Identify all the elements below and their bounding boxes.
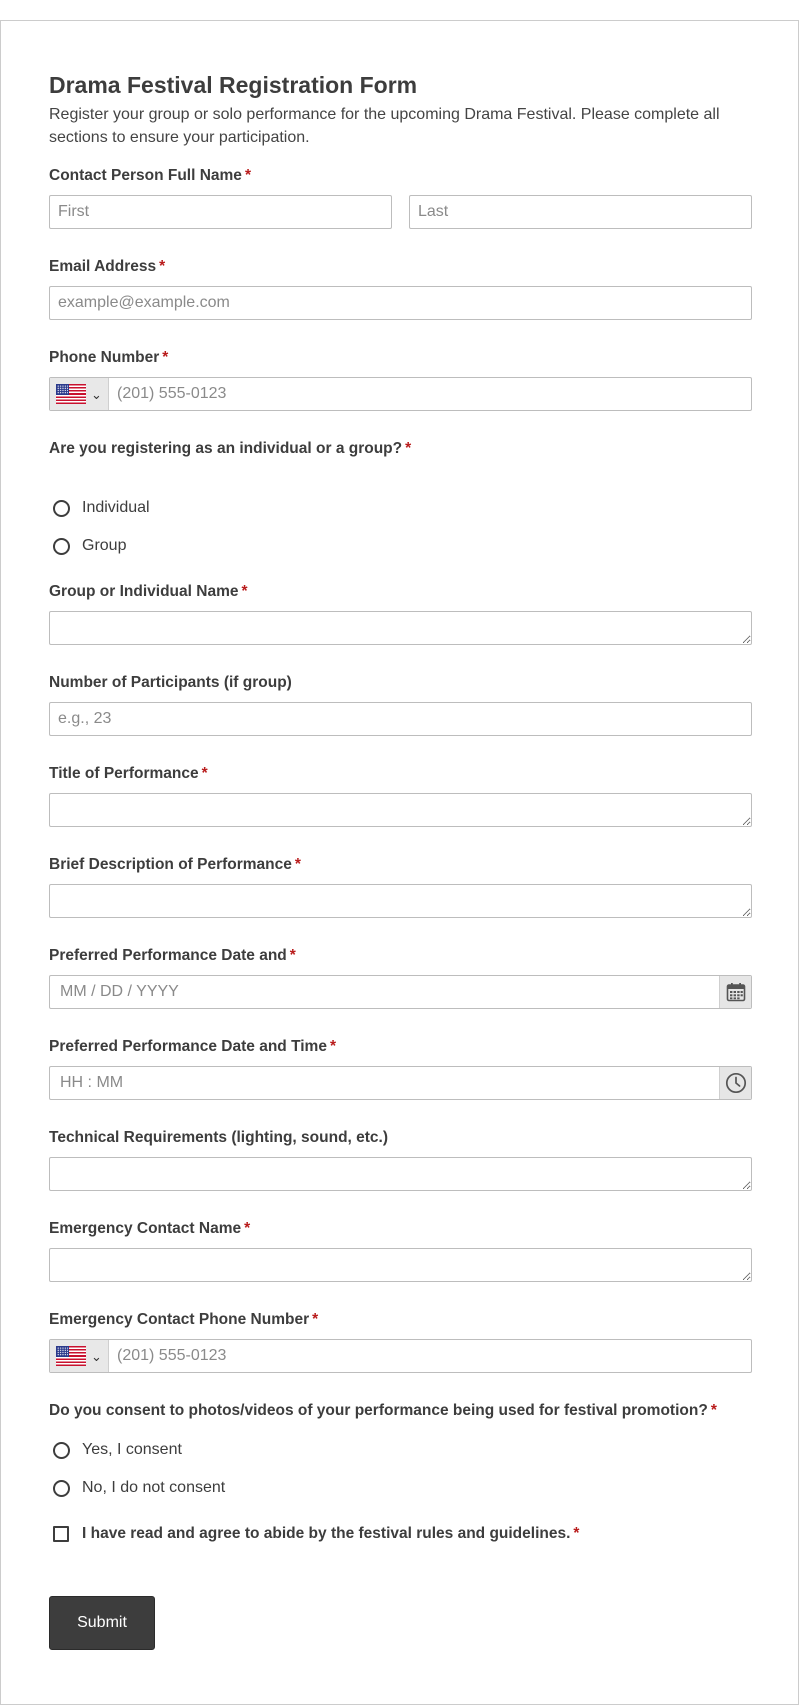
required-mark: *	[244, 1220, 251, 1237]
registration-type-field	[49, 438, 752, 554]
group-name-input[interactable]	[49, 611, 752, 645]
email-field	[49, 256, 752, 278]
required-mark: *	[244, 167, 251, 184]
radio-individual[interactable]	[49, 496, 150, 520]
agreement-label: I have read and agree to abide by the festival rules and guidelines.	[82, 1525, 571, 1542]
first-name-input[interactable]	[49, 195, 392, 229]
agreement-checkbox[interactable]	[53, 1526, 69, 1542]
form-title: Drama Festival Registration Form	[49, 72, 418, 98]
radio-individual-label: Individual	[82, 499, 150, 516]
required-mark: *	[201, 765, 208, 782]
required-mark: *	[241, 583, 248, 600]
radio-circle[interactable]	[53, 538, 70, 555]
participants-input[interactable]	[49, 702, 752, 736]
phone-field	[49, 347, 752, 402]
preferred-time-field	[49, 1036, 752, 1058]
calendar-icon	[726, 982, 746, 1002]
chevron-down-icon: ⌄	[91, 1348, 102, 1364]
radio-group-label: Group	[82, 537, 127, 554]
phone-label: Phone Number *	[49, 349, 169, 366]
registration-type-label: Are you registering as an individual or a group? *	[49, 440, 412, 457]
performance-description-input[interactable]	[49, 884, 752, 918]
us-flag-icon	[56, 1346, 86, 1366]
required-mark: *	[710, 1402, 717, 1419]
consent-label: Do you consent to photos/videos of your performance being used for festival promotion? *	[49, 1402, 717, 1419]
group-name-label: Group or Individual Name *	[49, 583, 248, 600]
emergency-phone-label: Emergency Contact Phone Number *	[49, 1311, 319, 1328]
clock-button[interactable]	[719, 1067, 751, 1099]
emergency-name-label: Emergency Contact Name *	[49, 1220, 251, 1237]
time-input[interactable]	[49, 1066, 752, 1100]
performance-title-field	[49, 763, 752, 785]
radio-consent-yes-label: Yes, I consent	[82, 1441, 182, 1458]
radio-circle[interactable]	[53, 1480, 70, 1497]
clock-icon	[725, 1072, 747, 1094]
required-mark: *	[573, 1525, 580, 1542]
submit-button[interactable]: Submit	[49, 1596, 155, 1650]
country-selector[interactable]	[50, 1340, 109, 1372]
radio-circle[interactable]	[53, 1442, 70, 1459]
emergency-phone-input[interactable]	[49, 1339, 752, 1373]
required-mark: *	[159, 258, 166, 275]
emergency-name-field	[49, 1218, 752, 1240]
required-mark: *	[289, 947, 296, 964]
performance-description-field	[49, 854, 752, 876]
email-input[interactable]	[49, 286, 752, 320]
form-description: Register your group or solo performance for the upcoming Drama Festival. Please complete all sections to ensure your participation.	[49, 106, 720, 146]
form-card	[0, 20, 799, 1705]
required-mark: *	[312, 1311, 319, 1328]
participants-label: Number of Participants (if group)	[49, 674, 292, 691]
date-input[interactable]	[49, 975, 752, 1009]
technical-input[interactable]	[49, 1157, 752, 1191]
preferred-time-label: Preferred Performance Date and Time *	[49, 1038, 337, 1055]
technical-label: Technical Requirements (lighting, sound, etc.)	[49, 1129, 389, 1146]
last-name-input[interactable]	[409, 195, 752, 229]
radio-consent-no[interactable]	[49, 1476, 225, 1500]
consent-field	[49, 1400, 752, 1496]
required-mark: *	[162, 349, 169, 366]
radio-consent-no-label: No, I do not consent	[82, 1479, 226, 1496]
phone-input[interactable]	[49, 377, 752, 411]
calendar-button[interactable]	[719, 976, 751, 1008]
contact-name-field	[49, 165, 752, 187]
performance-title-input[interactable]	[49, 793, 752, 827]
group-name-field	[49, 581, 752, 603]
required-mark: *	[405, 440, 412, 457]
country-selector[interactable]	[50, 378, 109, 410]
radio-consent-yes[interactable]	[49, 1438, 182, 1462]
agreement-checkbox-row[interactable]	[49, 1522, 579, 1546]
emergency-phone-field	[49, 1309, 752, 1364]
preferred-date-field	[49, 945, 752, 967]
radio-circle[interactable]	[53, 500, 70, 517]
technical-field	[49, 1127, 752, 1149]
preferred-date-label: Preferred Performance Date and *	[49, 947, 296, 964]
contact-name-label: Contact Person Full Name *	[49, 167, 251, 184]
radio-group[interactable]	[49, 534, 126, 558]
email-label: Email Address *	[49, 258, 166, 275]
chevron-down-icon: ⌄	[91, 386, 102, 402]
performance-title-label: Title of Performance *	[49, 765, 208, 782]
performance-description-label: Brief Description of Performance *	[49, 856, 301, 873]
required-mark: *	[294, 856, 301, 873]
participants-field	[49, 672, 752, 694]
us-flag-icon	[56, 384, 86, 404]
emergency-name-input[interactable]	[49, 1248, 752, 1282]
required-mark: *	[329, 1038, 337, 1055]
